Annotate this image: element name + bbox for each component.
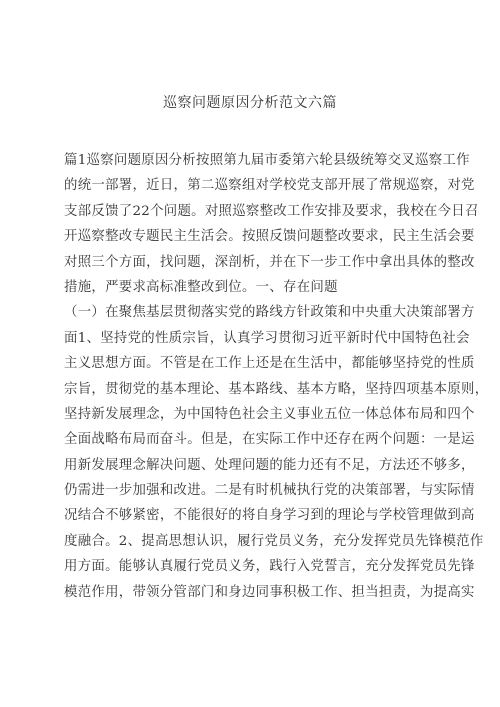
- document-title: 巡察问题原因分析范文六篇: [163, 95, 337, 111]
- body-line: 坚持新发展理念，为中国特色社会主义事业五位一体总体布局和四个: [64, 406, 475, 422]
- body-line: 用新发展理念解决问题、处理问题的能力还有不足，方法还不够多，: [64, 457, 475, 473]
- body-line: 支部反馈了22个问题。对照巡察整改工作安排及要求，我校在今日召: [64, 203, 479, 219]
- body-line: 仍需进一步加强和改进。二是有时机械执行党的决策部署，与实际情: [64, 483, 475, 499]
- body-line: 用方面。能够认真履行党员义务，践行入党誓言，充分发挥党员先锋: [64, 559, 475, 575]
- body-line: 主义思想方面。不管是在工作上还是在生活中，都能够坚持党的性质: [64, 356, 475, 372]
- body-line: 况结合不够紧密，不能很好的将自身学习到的理论与学校管理做到高: [64, 508, 475, 524]
- body-line: 的统一部署，近日，第二巡察组对学校党支部开展了常规巡察，对党: [64, 178, 475, 194]
- body-line: 对照三个方面，找问题，深剖析，并在下一步工作中拿出具体的整改: [64, 254, 475, 270]
- body-line: 模范作用，带领分管部门和身边同事积极工作、担当担责，为提高实: [64, 584, 475, 600]
- body-line: （一）在聚焦基层贯彻落实党的路线方针政策和中央重大决策部署方: [64, 305, 475, 321]
- body-line: 度融合。2、提高思想认识，履行党员义务，充分发挥党员先锋模范作: [64, 533, 484, 549]
- body-line: 开巡察整改专题民主生活会。按照反馈问题整改要求，民主生活会要: [64, 229, 475, 245]
- body-line: 面1、坚持党的性质宗旨，认真学习贯彻习近平新时代中国特色社会: [64, 330, 470, 346]
- body-line: 全面战略布局而奋斗。但是，在实际工作中还存在两个问题：一是运: [64, 432, 475, 448]
- body-line: 措施，严要求高标准整改到位。一、存在问题: [64, 279, 338, 295]
- body-line: 宗旨，贯彻党的基本理论、基本路线、基本方略，坚持四项基本原则，: [64, 381, 489, 397]
- document-body: [64, 148, 489, 605]
- body-line: 篇1巡察问题原因分析按照第九届市委第六轮县级统筹交叉巡察工作: [64, 153, 470, 168]
